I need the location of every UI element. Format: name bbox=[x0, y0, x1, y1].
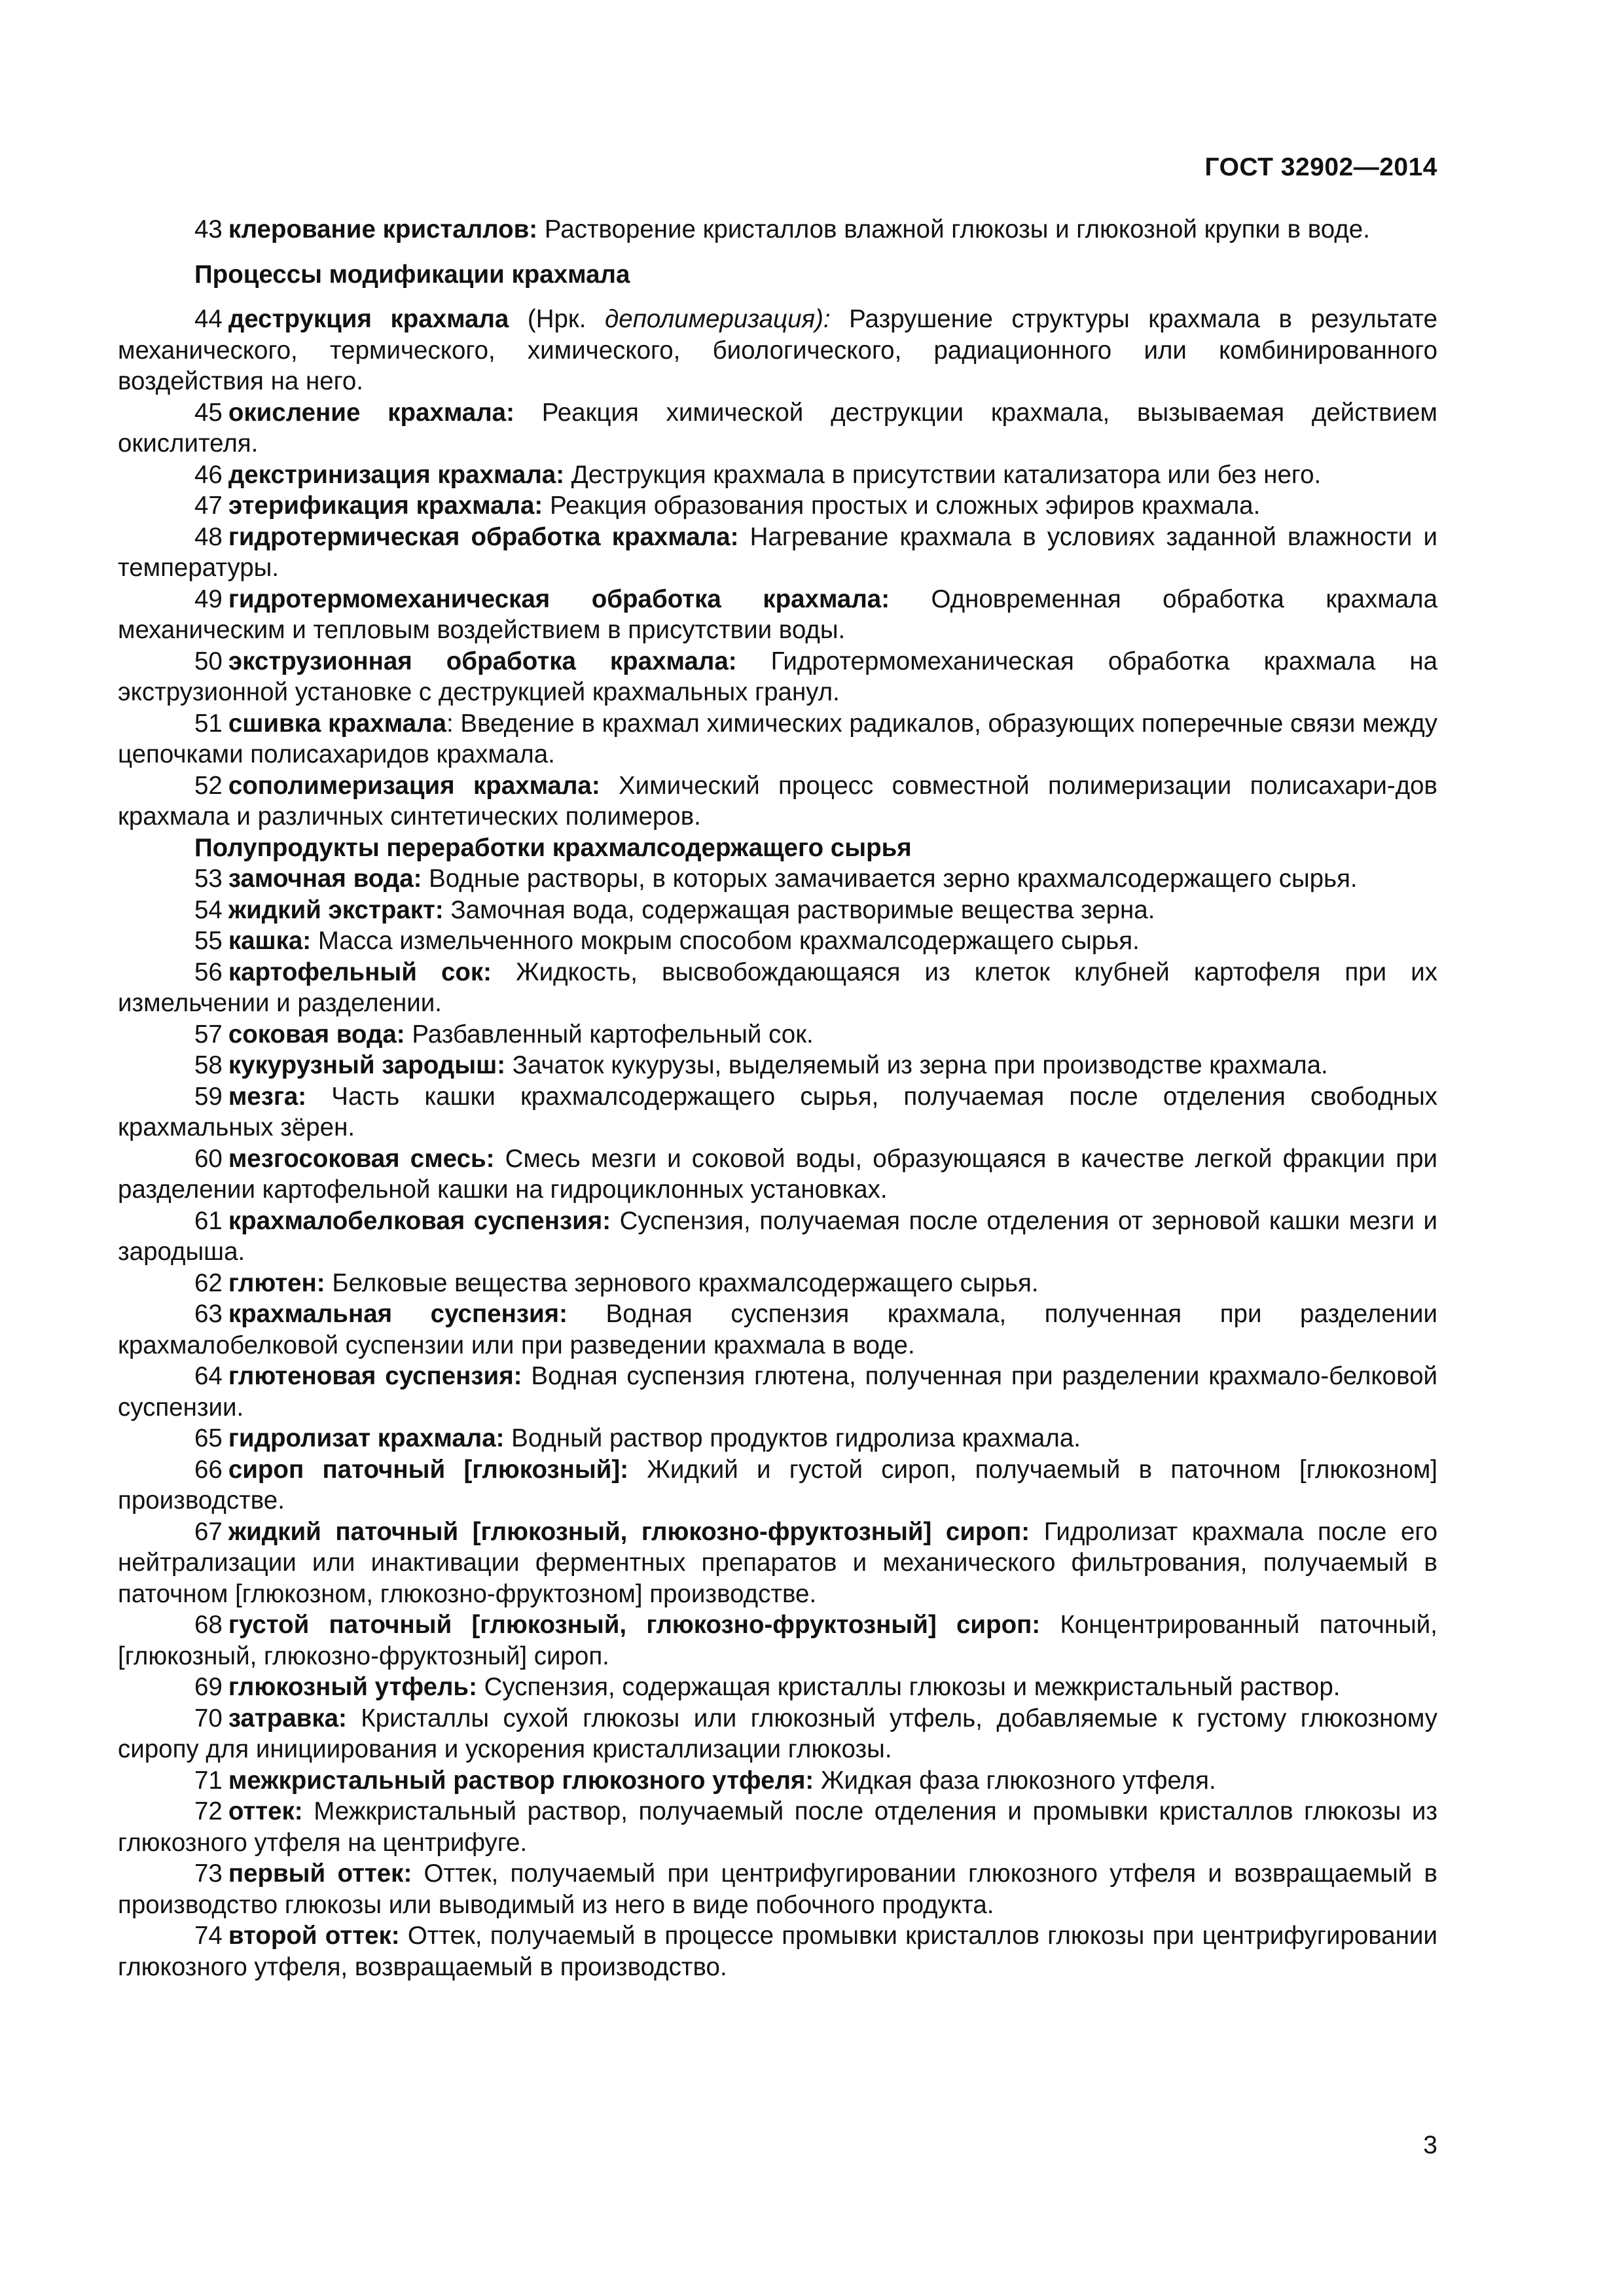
term-number: 57 bbox=[194, 1020, 223, 1049]
term-entry bbox=[118, 459, 1437, 491]
standard-code-header: ГОСТ 32902—2014 bbox=[1204, 153, 1437, 181]
term-entry bbox=[118, 1081, 1437, 1143]
term-name: второй оттек: bbox=[228, 1922, 400, 1950]
term-name: оттек: bbox=[228, 1797, 303, 1825]
term-name: глютеновая суспензия: bbox=[228, 1362, 522, 1390]
term-number: 45 bbox=[194, 398, 223, 427]
term-definition: Суспензия, получаемая после отделения от зерновой кашки мезги и зародыша. bbox=[118, 1206, 1437, 1266]
term-entry bbox=[118, 522, 1437, 584]
term-entry bbox=[118, 1920, 1437, 1982]
term-definition: Реакция образования простых и сложных эфиров крахмала. bbox=[549, 492, 1261, 520]
term-name: соковая вода: bbox=[228, 1020, 405, 1049]
term-definition: Одновременная обработка крахмала механическим и тепловым воздействием в присутствии воды. bbox=[118, 584, 1437, 644]
term-name: гидротермомеханическая обработка крахмала: bbox=[228, 584, 890, 613]
section-heading: Процессы модификации крахмала bbox=[194, 260, 630, 289]
term-number: 74 bbox=[194, 1922, 223, 1950]
term-number: 73 bbox=[194, 1859, 223, 1888]
term-number: 61 bbox=[194, 1206, 223, 1235]
page-number: 3 bbox=[1423, 2131, 1437, 2159]
term-entry bbox=[118, 1765, 1437, 1797]
term-number: 69 bbox=[194, 1673, 223, 1701]
term-number: 51 bbox=[194, 709, 223, 738]
term-definition: Кристаллы сухой глюкозы или глюкозный утфель, добавляемые к густому глюкозному сиропу для инициирования и ускорения кристаллизации глюкозы. bbox=[118, 1704, 1437, 1763]
term-name: жидкий экстракт: bbox=[228, 895, 444, 924]
term-name: сироп паточный [глюкозный]: bbox=[228, 1455, 629, 1484]
term-definition: Водная суспензия глютена, полученная при разделении крахмало-белковой суспензии. bbox=[118, 1362, 1438, 1422]
term-number: 44 bbox=[194, 305, 223, 333]
term-name: декстринизация крахмала: bbox=[228, 460, 565, 489]
term-entry bbox=[118, 1143, 1437, 1206]
term-entry bbox=[118, 1796, 1437, 1858]
term-entry bbox=[118, 1423, 1437, 1454]
term-name: картофельный сок: bbox=[228, 958, 492, 986]
term-definition: Растворение кристаллов влажной глюкозы и глюкозной крупки в воде. bbox=[544, 215, 1370, 243]
term-definition: Смесь мезги и соковой воды, образующаяся в качестве легкой фракции при разделении картофельной кашки на гидроциклонных установках. bbox=[118, 1144, 1437, 1204]
term-definition: : Введение в крахмал химических радикалов, образующих поперечные связи между цепочками полисахаридов крахмала. bbox=[118, 709, 1438, 768]
term-entry bbox=[118, 1516, 1437, 1610]
term-number: 48 bbox=[194, 522, 223, 551]
term-synonym: деполимеризация): bbox=[605, 305, 831, 333]
term-name: густой паточный [глюкозный, глюкозно-фруктозный] сироп: bbox=[228, 1611, 1041, 1639]
term-number: 56 bbox=[194, 958, 223, 986]
term-entry bbox=[118, 1299, 1437, 1361]
term-definition: Белковые вещества зернового крахмалсодержащего сырья. bbox=[332, 1268, 1039, 1297]
term-definition: Водный раствор продуктов гидролиза крахмала. bbox=[511, 1424, 1081, 1452]
term-name: крахмальная суспензия: bbox=[228, 1300, 568, 1328]
terms-list bbox=[118, 214, 1437, 1982]
term-number: 62 bbox=[194, 1268, 223, 1297]
term-number: 52 bbox=[194, 771, 223, 800]
term-definition: Межкристальный раствор, получаемый после отделения и промывки кристаллов глюкозы из глюкозного утфеля на центрифуге. bbox=[118, 1797, 1438, 1857]
term-definition: Суспензия, содержащая кристаллы глюкозы и межкристальный раствор. bbox=[484, 1673, 1341, 1701]
term-number: 60 bbox=[194, 1144, 223, 1173]
term-entry bbox=[118, 646, 1437, 708]
term-number: 64 bbox=[194, 1362, 223, 1390]
term-entry bbox=[118, 1858, 1437, 1920]
term-entry bbox=[118, 214, 1437, 245]
term-entry bbox=[118, 584, 1437, 646]
term-entry bbox=[118, 490, 1437, 522]
term-name: мезга: bbox=[228, 1082, 307, 1111]
term-name: клерование кристаллов: bbox=[228, 215, 538, 243]
term-entry bbox=[118, 1019, 1437, 1050]
term-definition: Жидкость, высвобождающаяся из клеток клубней картофеля при их измельчении и разделении. bbox=[118, 958, 1437, 1017]
term-entry bbox=[118, 895, 1437, 926]
term-entry bbox=[118, 925, 1437, 957]
term-definition: Зачаток кукурузы, выделяемый из зерна при производстве крахмала. bbox=[512, 1051, 1328, 1079]
term-number: 54 bbox=[194, 895, 223, 924]
term-entry bbox=[118, 863, 1437, 895]
term-definition: Разрушение структуры крахмала в результате механического, термического, химического, биологического, радиационного или комбинированного воздействия на него. bbox=[118, 305, 1437, 395]
term-number: 65 bbox=[194, 1424, 223, 1452]
term-entry bbox=[118, 1609, 1437, 1672]
term-name: первый оттек: bbox=[228, 1859, 412, 1888]
term-definition: Оттек, получаемый в процессе промывки кристаллов глюкозы при центрифугировании глюкозного утфеля, возвращаемый в производство. bbox=[118, 1922, 1437, 1981]
term-definition: Жидкий и густой сироп, получаемый в паточном [глюкозном] производстве. bbox=[118, 1455, 1437, 1515]
term-name: глюкозный утфель: bbox=[228, 1673, 477, 1701]
term-number: 71 bbox=[194, 1766, 223, 1795]
term-name: глютен: bbox=[228, 1268, 325, 1297]
term-name: мезгосоковая смесь: bbox=[228, 1144, 495, 1173]
term-entry bbox=[118, 1703, 1437, 1765]
term-number: 47 bbox=[194, 492, 223, 520]
term-name: гидролизат крахмала: bbox=[228, 1424, 505, 1452]
term-name: жидкий паточный [глюкозный, глюкозно-фруктозный] сироп: bbox=[228, 1517, 1030, 1546]
term-name: этерификация крахмала: bbox=[228, 492, 543, 520]
term-definition: Замочная вода, содержащая растворимые вещества зерна. bbox=[450, 895, 1155, 924]
term-definition: Деструкция крахмала в присутствии катализатора или без него. bbox=[571, 460, 1322, 489]
term-name: кукурузный зародыш: bbox=[228, 1051, 506, 1079]
term-definition: Гидротермомеханическая обработка крахмала на экструзионной установке с деструкцией крахмальных гранул. bbox=[118, 647, 1437, 706]
term-entry bbox=[118, 1206, 1437, 1268]
term-name: замочная вода: bbox=[228, 865, 422, 893]
term-definition: Разбавленный картофельный сок. bbox=[412, 1020, 814, 1049]
term-number: 50 bbox=[194, 647, 223, 675]
section-heading: Полупродукты переработки крахмалсодержащего сырья bbox=[194, 833, 912, 862]
term-number: 46 bbox=[194, 460, 223, 489]
term-entry bbox=[118, 770, 1437, 833]
term-name: сополимеризация крахмала: bbox=[228, 771, 600, 800]
term-name: гидротермическая обработка крахмала: bbox=[228, 522, 739, 551]
term-definition: Жидкая фаза глюкозного утфеля. bbox=[820, 1766, 1216, 1795]
term-name: деструкция крахмала bbox=[228, 305, 509, 333]
term-definition: Нагревание крахмала в условиях заданной влажности и температуры. bbox=[118, 522, 1437, 582]
term-synonym-label: (Нрк. bbox=[527, 305, 586, 333]
term-name: сшивка крахмала bbox=[228, 709, 446, 738]
term-name: затравка: bbox=[228, 1704, 347, 1732]
term-definition: Масса измельченного мокрым способом крахмалсодержащего сырья. bbox=[317, 927, 1140, 955]
term-definition: Водная суспензия крахмала, полученная при разделении крахмалобелковой суспензии или при разведении крахмала в воде. bbox=[118, 1300, 1437, 1359]
term-number: 70 bbox=[194, 1704, 223, 1732]
term-number: 68 bbox=[194, 1611, 223, 1639]
term-number: 58 bbox=[194, 1051, 223, 1079]
term-entry bbox=[118, 304, 1437, 397]
term-definition: Химический процесс совместной полимеризации полисахари-дов крахмала и различных синтетических полимеров. bbox=[118, 771, 1437, 831]
term-definition: Водные растворы, в которых замачивается зерно крахмалсодержащего сырья. bbox=[429, 865, 1358, 893]
term-number: 59 bbox=[194, 1082, 223, 1111]
term-entry bbox=[118, 1361, 1437, 1423]
term-name: экструзионная обработка крахмала: bbox=[228, 647, 737, 675]
term-definition: Оттек, получаемый при центрифугировании глюкозного утфеля и возвращаемый в производство глюкозы или выводимый из него в виде побочного продукта. bbox=[118, 1859, 1437, 1919]
term-definition: Концентрированный паточный, [глюкозный, глюкозно-фруктозный] сироп. bbox=[118, 1611, 1437, 1670]
term-definition: Гидролизат крахмала после его нейтрализации или инактивации ферментных препаратов и механического фильтрования, получаемый в паточном [глюкозном, глюкозно-фруктозном] производстве. bbox=[118, 1517, 1437, 1608]
term-definition: Часть кашки крахмалсодержащего сырья, получаемая после отделения свободных крахмальных зёрен. bbox=[118, 1082, 1437, 1141]
term-number: 63 bbox=[194, 1300, 223, 1328]
term-name: кашка: bbox=[228, 927, 312, 955]
term-number: 72 bbox=[194, 1797, 223, 1825]
term-entry bbox=[118, 1050, 1437, 1081]
term-entry bbox=[118, 397, 1437, 459]
term-entry bbox=[118, 708, 1437, 770]
term-name: окисление крахмала: bbox=[228, 398, 514, 427]
term-number: 66 bbox=[194, 1455, 223, 1484]
term-entry bbox=[118, 1672, 1437, 1703]
term-number: 43 bbox=[194, 215, 223, 243]
term-entry bbox=[118, 957, 1437, 1019]
term-number: 67 bbox=[194, 1517, 223, 1546]
term-entry bbox=[118, 1454, 1437, 1516]
term-number: 53 bbox=[194, 865, 223, 893]
term-name: крахмалобелковая суспензия: bbox=[228, 1206, 611, 1235]
term-number: 49 bbox=[194, 584, 223, 613]
term-name: межкристальный раствор глюкозного утфеля: bbox=[228, 1766, 814, 1795]
term-definition: Реакция химической деструкции крахмала, вызываемая действием окислителя. bbox=[118, 398, 1437, 457]
term-entry bbox=[118, 1268, 1437, 1299]
term-number: 55 bbox=[194, 927, 223, 955]
